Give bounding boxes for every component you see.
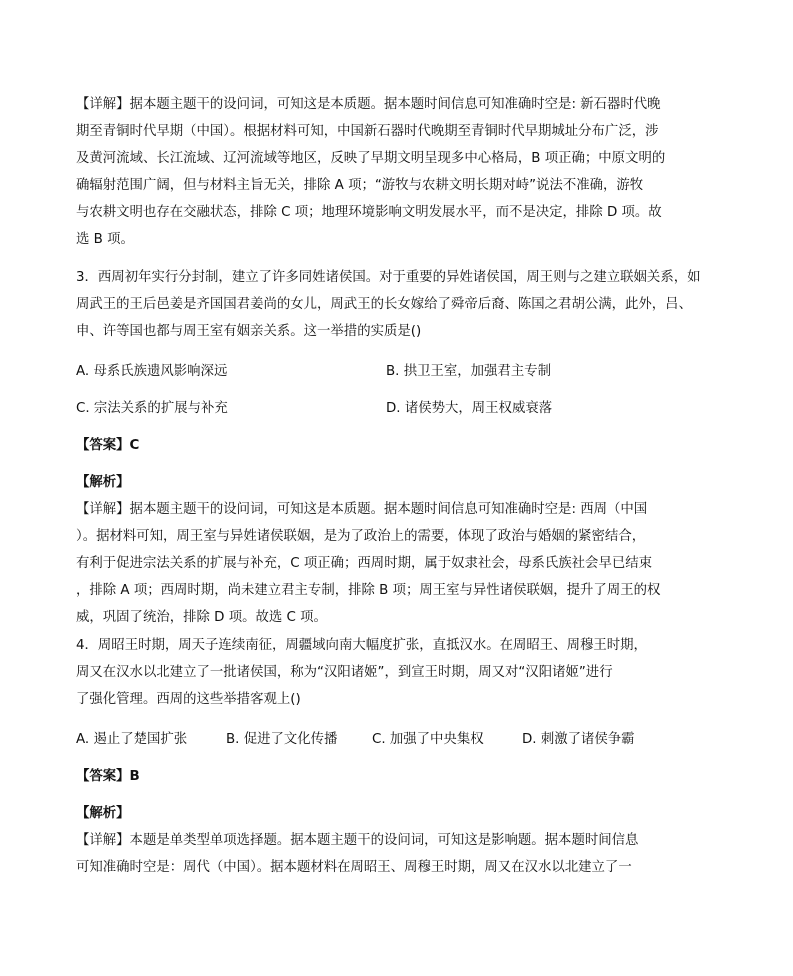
analysis-line: ，排除 A 项；西周时期，尚未建立君主专制，排除 B 项；周王室与异性诸侯联姻，提升了周王的权 [76,583,661,598]
option-b: B. 拱卫王室，加强君主专制 [386,364,551,379]
explanation-line: 确辐射范围广阔，但与材料主旨无关，排除 A 项；“游牧与农耕文明长期对峙”说法不准确，游牧 [76,178,644,193]
analysis-line: 可知准确时空是：周代（中国）。据本题材料在周昭王、周穆王时期，周又在汉水以北建立了一 [76,860,632,875]
analysis-line: 有利于促进宗法关系的扩展与补充，C 项正确；西周时期，属于奴隶社会，母系氏族社会早已结束 [76,556,653,571]
analysis-line: 【详解】本题是单类型单项选择题。据本题主题干的设问词，可知这是影响题。据本题时间信息 [76,833,639,848]
analysis-line: ）。据材料可知，周王室与异姓诸侯联姻，是为了政治上的需要，体现了政治与婚姻的紧密结合， [76,529,646,544]
analysis-label: 【解析】 [76,806,130,821]
question-line: 周武王的王后邑姜是齐国国君姜尚的女儿，周武王的长女嫁给了舜帝后裔、陈国之君胡公满，此外，吕、 [76,297,692,312]
option-d: D. 诸侯势大，周王权威衰落 [386,401,553,416]
question-line: 申、许等国也都与周王室有姻亲关系。这一举措的实质是() [76,324,422,339]
option-b: B. 促进了文化传播 [226,732,338,747]
analysis-line: 威，巩固了统治，排除 D 项。故选 C 项。 [76,610,327,625]
explanation-line: 及黄河流域、长江流域、辽河流域等地区，反映了早期文明呈现多中心格局，B 项正确；中原文明的 [76,151,666,166]
option-c: C. 宗法关系的扩展与补充 [76,401,228,416]
analysis-label: 【解析】 [76,475,130,490]
option-a: A. 遏止了楚国扩张 [76,732,188,747]
answer-label: 【答案】C [76,438,140,453]
option-a: A. 母系氏族遗风影响深远 [76,364,228,379]
analysis-line: 【详解】据本题主题干的设问词，可知这是本质题。据本题时间信息可知准确时空是: 西周（中国 [76,502,648,517]
explanation-line: 【详解】据本题主题干的设问词，可知这是本质题。据本题时间信息可知准确时空是: 新石器时代晚 [76,97,661,112]
question-line: 周又在汉水以北建立了一批诸侯国，称为“汉阳诸姬”，到宣王时期，周又对“汉阳诸姬”进行 [76,665,613,680]
question-line: 了强化管理。西周的这些举措客观上() [76,692,301,707]
explanation-line: 选 B 项。 [76,232,134,247]
explanation-line: 期至青铜时代早期（中国）。根据材料可知，中国新石器时代晚期至青铜时代早期城址分布广泛，涉 [76,124,659,139]
question-line: 4．周昭王时期，周天子连续南征，周疆域向南大幅度扩张，直抵汉水。在周昭王、周穆王时期， [76,638,647,653]
explanation-line: 与农耕文明也存在交融状态，排除 C 项；地理环境影响文明发展水平，而不是决定，排除 D 项。故 [76,205,662,220]
option-c: C. 加强了中央集权 [372,732,484,747]
answer-label: 【答案】B [76,769,140,784]
question-line: 3．西周初年实行分封制，建立了许多同姓诸侯国。对于重要的异姓诸侯国，周王则与之建立联姻关系，如 [76,270,701,285]
option-d: D. 刺激了诸侯争霸 [522,732,635,747]
